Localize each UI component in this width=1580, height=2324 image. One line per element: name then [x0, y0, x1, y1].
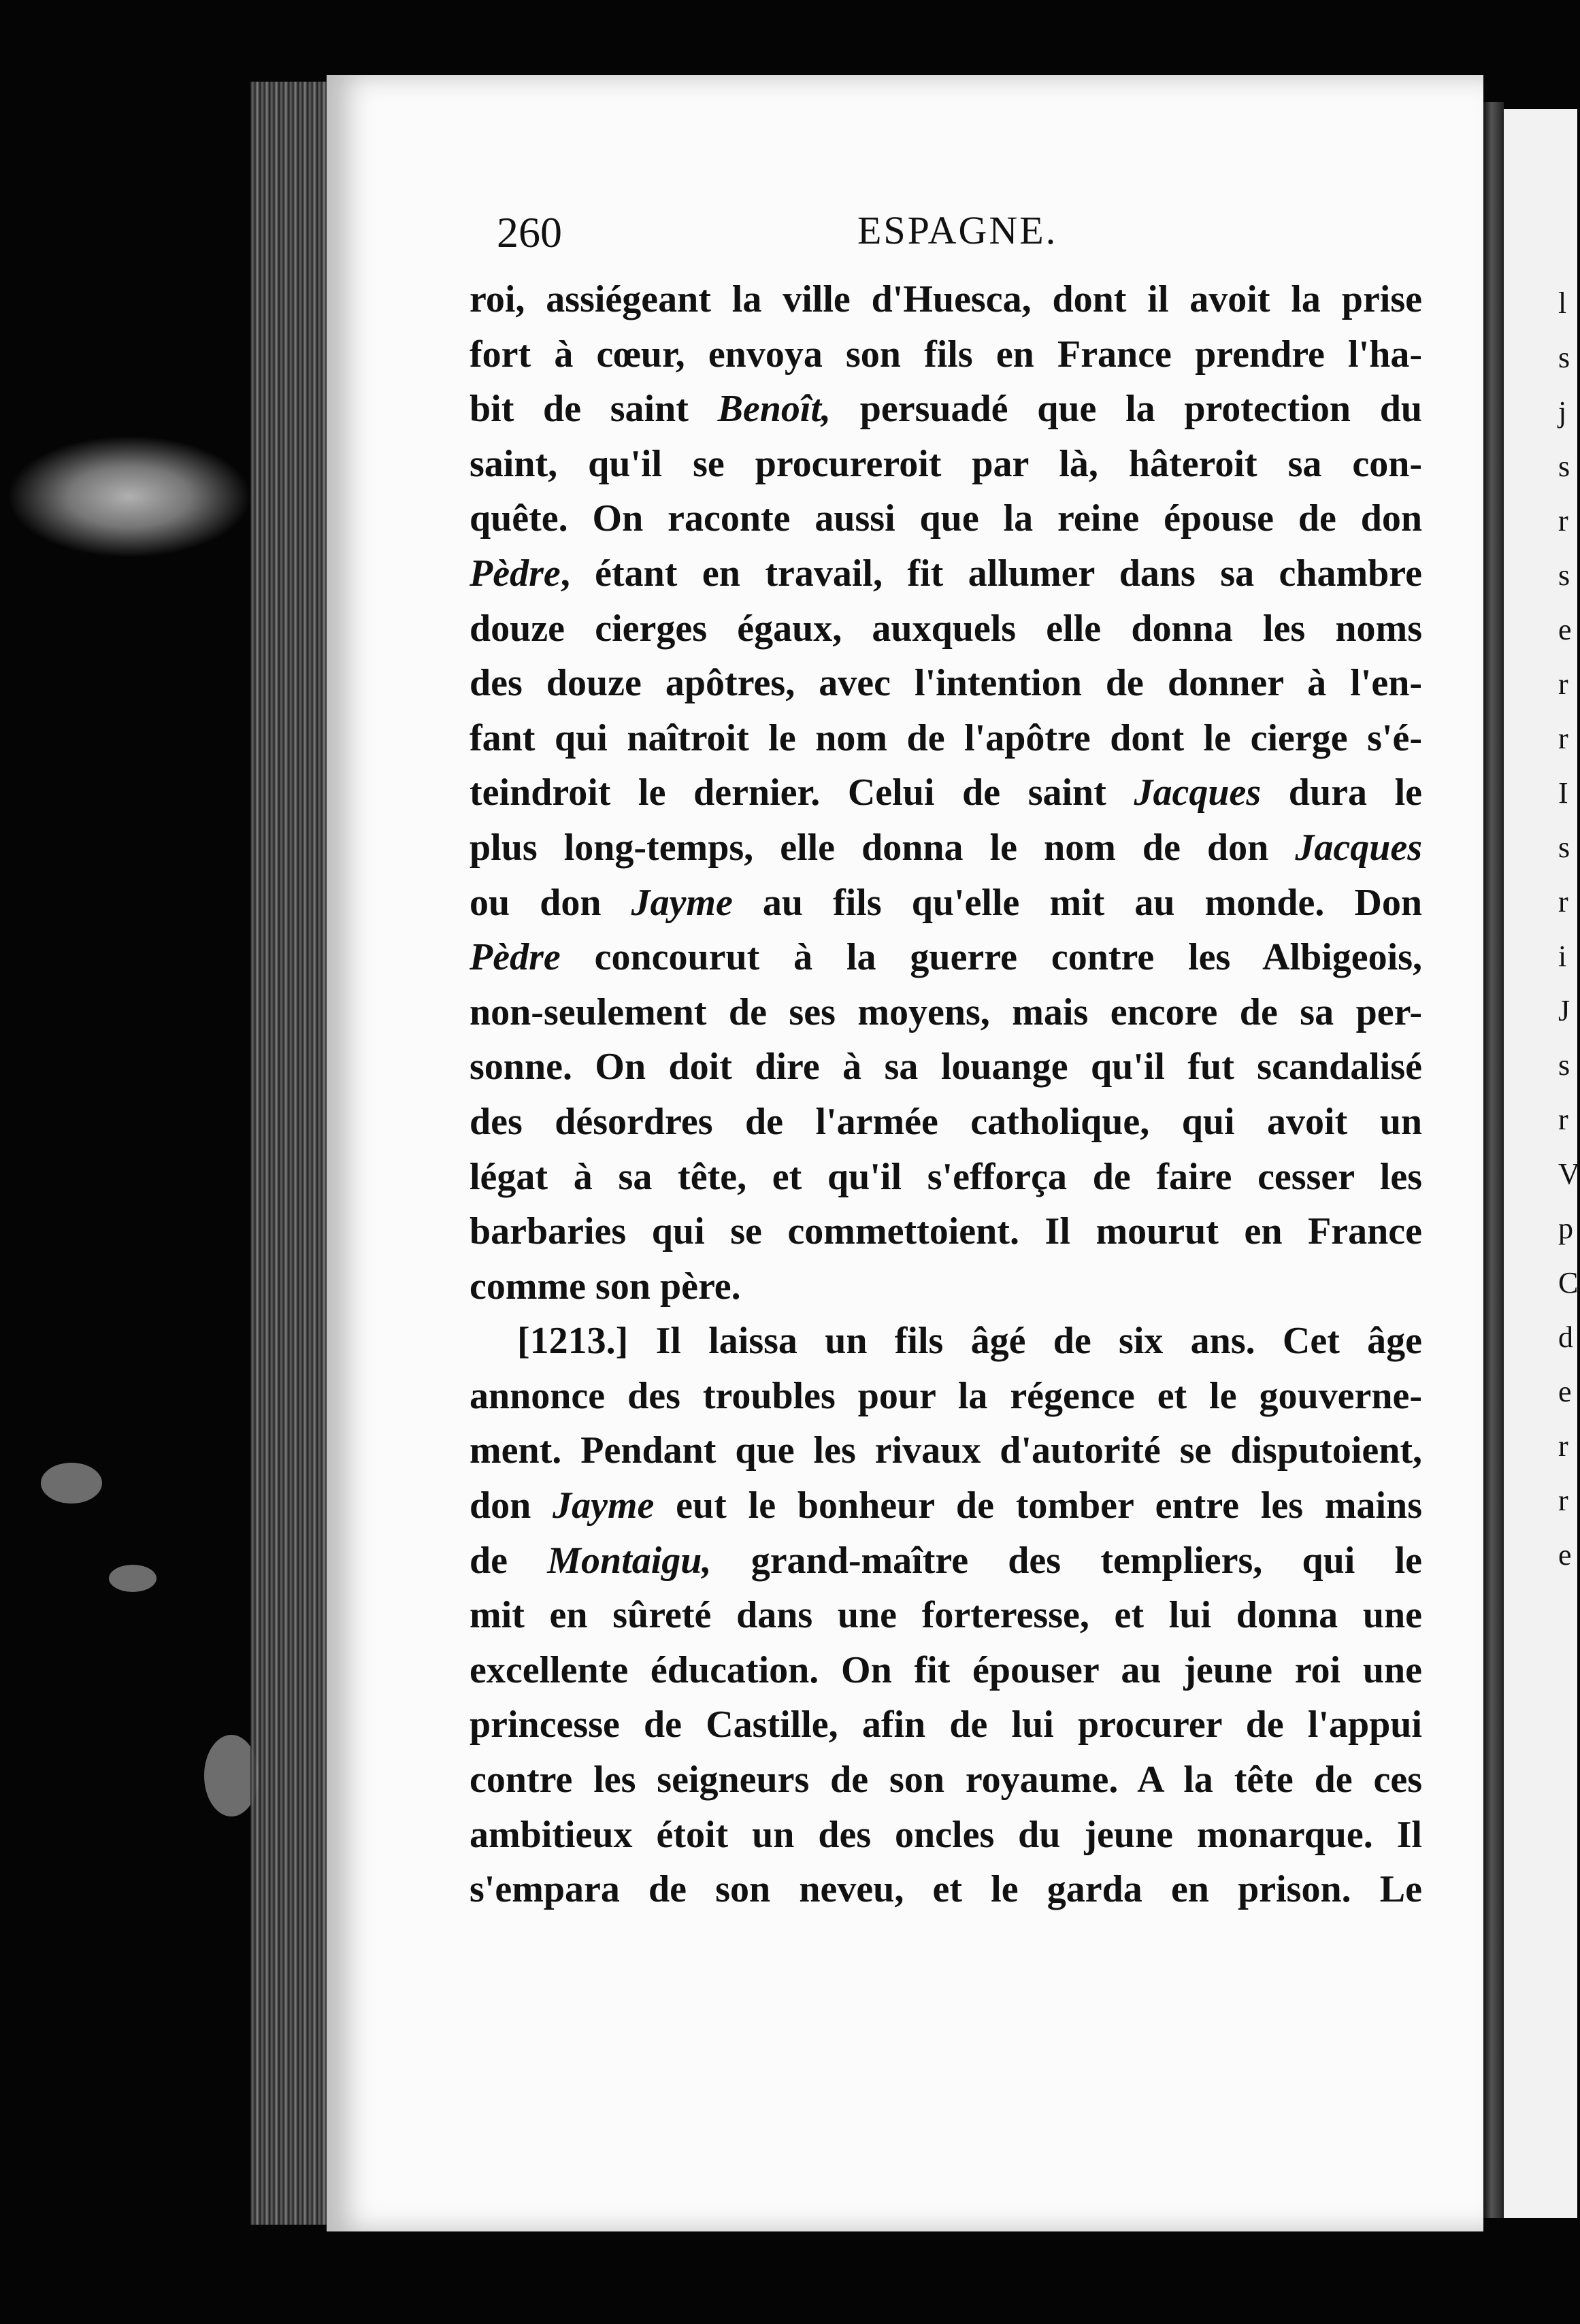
text-segment: barbaries qui se commettoient. Il mourut en France: [470, 1210, 1422, 1253]
next-page-letter: s: [1558, 831, 1570, 864]
text-segment: s'empara de son neveu, et le garda en prison. Le: [470, 1868, 1422, 1911]
text-segment: saint, qu'il se procureroit par là, hâteroit sa con-: [470, 442, 1422, 485]
text-line: [470, 1862, 1422, 1917]
next-page-letter: i: [1558, 940, 1567, 973]
next-page-letter: C: [1558, 1266, 1579, 1299]
text-segment: de: [470, 1539, 548, 1582]
book-page-edges: [250, 82, 332, 2225]
text-segment: eut le bonheur de tomber entre les mains: [654, 1484, 1422, 1527]
next-page-letter: p: [1558, 1212, 1573, 1245]
text-segment: princesse de Castille, afin de lui procurer de l'appui: [470, 1704, 1422, 1746]
text-line: [470, 1369, 1422, 1424]
text-segment: sonne. On doit dire à sa louange qu'il fut scandalisé: [470, 1046, 1422, 1089]
body-text: [470, 272, 1422, 1917]
running-head: ESPAGNE.: [857, 208, 1058, 252]
text-segment: des désordres de l'armée catholique, qui avoit un: [470, 1100, 1422, 1143]
next-page-letter: I: [1558, 776, 1568, 810]
next-page-edge: [1483, 102, 1504, 2218]
text-line: [470, 1259, 1422, 1314]
next-page-letter: r: [1558, 1103, 1568, 1136]
text-line: [470, 1150, 1422, 1205]
text-line: [470, 1588, 1422, 1643]
next-page-letter: e: [1558, 613, 1572, 646]
next-page-letter: e: [1558, 1375, 1572, 1408]
scan-speck: [41, 1463, 102, 1504]
text-line: [470, 765, 1422, 820]
text-line: [470, 382, 1422, 437]
page-number: 260: [497, 208, 562, 256]
text-line: [470, 1095, 1422, 1150]
italic-name: Montaigu,: [547, 1539, 712, 1582]
text-segment: fant qui naîtroit le nom de l'apôtre dont le cierge s'é-: [470, 716, 1422, 759]
text-line: [470, 1808, 1422, 1863]
text-line: [470, 1423, 1422, 1478]
text-line: [470, 1314, 1422, 1369]
italic-name: Jacques: [1134, 771, 1262, 814]
italic-name: Jayme: [631, 881, 733, 924]
text-line: [470, 601, 1422, 657]
text-segment: ment. Pendant que les rivaux d'autorité se disputoient,: [470, 1429, 1422, 1472]
text-segment: comme son père.: [470, 1265, 741, 1308]
next-page-letter: s: [1558, 1048, 1570, 1082]
text-segment: persuadé que la protection du: [831, 388, 1422, 431]
italic-name: Pèdre: [470, 552, 561, 595]
text-line: [470, 1533, 1422, 1589]
text-segment: grand-maître des templiers, qui le: [711, 1539, 1422, 1582]
next-page-letter: r: [1558, 1429, 1568, 1463]
text-segment: don: [470, 1484, 553, 1527]
text-line: [470, 1040, 1422, 1095]
text-segment: contre les seigneurs de son royaume. A la tête de ces: [470, 1759, 1422, 1802]
text-line: [470, 876, 1422, 931]
next-page-letters: [1558, 286, 1580, 1592]
next-page-letter: r: [1558, 722, 1568, 755]
text-segment: au fils qu'elle mit au monde. Don: [732, 881, 1423, 924]
scan-stain: [7, 435, 252, 558]
next-page-letter: d: [1558, 1321, 1573, 1354]
text-segment: [1213.] Il laissa un fils âgé de six ans. Cet âge: [517, 1320, 1422, 1363]
next-page-letter: l: [1558, 286, 1567, 320]
text-line: [470, 546, 1422, 601]
text-segment: légat à sa tête, et qu'il s'efforça de faire cesser les: [470, 1155, 1422, 1198]
next-page-letter: s: [1558, 559, 1570, 592]
scan-speck: [109, 1565, 157, 1592]
text-segment: des douze apôtres, avec l'intention de donner à l'en-: [470, 662, 1422, 705]
text-line: [470, 930, 1422, 985]
next-page-letter: r: [1558, 504, 1568, 537]
text-line: [470, 711, 1422, 766]
text-segment: excellente éducation. On fit épouser au jeune roi une: [470, 1648, 1422, 1691]
next-page-letter: r: [1558, 667, 1568, 701]
text-segment: non-seulement de ses moyens, mais encore de sa per-: [470, 991, 1422, 1033]
next-page-letter: J: [1558, 994, 1570, 1027]
text-segment: annonce des troubles pour la régence et le gouverne-: [470, 1374, 1422, 1417]
text-segment: douze cierges égaux, auxquels elle donna les noms: [470, 607, 1422, 650]
italic-name: Benoît,: [717, 388, 832, 431]
italic-name: Jayme: [553, 1484, 655, 1527]
next-page-letter: r: [1558, 885, 1568, 918]
text-line: [470, 327, 1422, 382]
next-page-letter: e: [1558, 1538, 1572, 1572]
text-segment: , étant en travail, fit allumer dans sa chambre: [560, 552, 1422, 595]
text-line: [470, 985, 1422, 1040]
text-segment: plus long-temps, elle donna le nom de don: [470, 826, 1296, 869]
text-line: [470, 437, 1422, 492]
next-page-letter: j: [1558, 395, 1567, 429]
text-line: [470, 820, 1422, 876]
next-page-letter: r: [1558, 1484, 1568, 1517]
text-line: [470, 491, 1422, 546]
italic-name: Pèdre: [470, 936, 561, 979]
text-line: [470, 656, 1422, 711]
italic-name: Jacques: [1295, 826, 1422, 869]
next-page-letter: V: [1558, 1157, 1580, 1191]
text-line: [470, 1478, 1422, 1533]
page-header: [497, 208, 1415, 269]
text-segment: roi, assiégeant la ville d'Huesca, dont il avoit la prise: [470, 278, 1422, 320]
text-segment: ou don: [470, 881, 631, 924]
text-segment: concourut à la guerre contre les Albigeois,: [560, 936, 1422, 979]
text-segment: mit en sûreté dans une forteresse, et lui donna une: [470, 1594, 1422, 1637]
text-segment: fort à cœur, envoya son fils en France prendre l'ha-: [470, 333, 1422, 376]
text-segment: dura le: [1261, 771, 1422, 814]
text-segment: ambitieux étoit un des oncles du jeune monarque. Il: [470, 1813, 1422, 1856]
text-segment: bit de saint: [470, 388, 718, 431]
text-segment: quête. On raconte aussi que la reine épouse de don: [470, 497, 1422, 540]
text-segment: teindroit le dernier. Celui de saint: [470, 771, 1134, 814]
text-line: [470, 1753, 1422, 1808]
text-line: [470, 1204, 1422, 1259]
next-page-letter: s: [1558, 450, 1570, 483]
text-line: [470, 1697, 1422, 1753]
text-line: [470, 1643, 1422, 1698]
text-line: [470, 272, 1422, 327]
next-page-letter: s: [1558, 341, 1570, 374]
